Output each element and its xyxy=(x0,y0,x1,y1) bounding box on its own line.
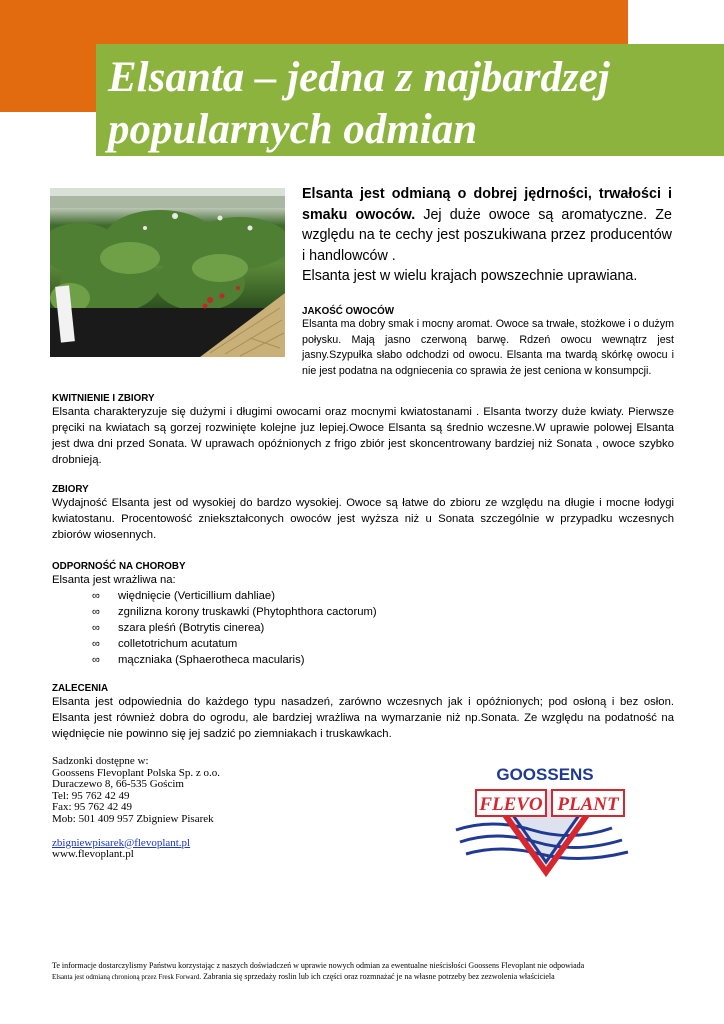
disease-heading: ODPORNOŚĆ NA CHOROBY xyxy=(52,561,186,572)
footer-line-1: Te informacje dostarczylismy Państwu korzystając z naszych doświadczeń w uprawie nowych odmian za ewentualne nieścisłości Goossens Flevoplant nie odpowiada xyxy=(52,961,585,970)
harvest-text: Wydajność Elsanta jest od wysokiej do bardzo wysokiej. Owoce są łatwe do zbioru ze względu na długie i mocne łodygi kwiatostanu. Procentowość zniekształconych owoców jest wyższa niż u Sonata szczególnie w przypadku wczesnych zbiorów wiosennych. xyxy=(52,497,674,541)
page-title xyxy=(108,52,718,156)
bullet-icon: ∞ xyxy=(92,654,100,666)
recommendation-text: Elsanta jest odpowiednia do każdego typu nasadzeń, zarówno wczesnych jak i opóźnionych; pod osłoną i bez osłon. Elsanta jest również dobra do ogrodu, ale bardziej wrażliwa na wymarzanie niż np.Sonata. Ze względu na podatność na więdnięcie nie powinno się jej sadzić po ziemniakach i truskawkach. xyxy=(52,696,674,740)
bullet-icon: ∞ xyxy=(92,590,100,602)
strawberry-field-photo xyxy=(50,188,285,357)
section-flowering xyxy=(52,393,674,468)
list-item: ∞ więdnięcie (Verticillium dahliae) xyxy=(92,590,275,602)
footer-line-2b: Zabrania się sprzedaży roslin lub ich części oraz rozmnażać je na własne potrzeby bez zezwolenia właściciela xyxy=(201,972,555,981)
footer-disclaimer xyxy=(52,960,692,983)
list-item: ∞ szara pleśń (Botrytis cinerea) xyxy=(92,622,265,634)
flowering-heading: KWITNIENIE I ZBIORY xyxy=(52,393,155,404)
contact-company: Goossens Flevoplant Polska Sp. z o.o. xyxy=(52,766,221,779)
intro-rest: Jej duże owoce są aromatyczne. Ze względu na te cechy jest poszukiwana przez producentów i handlowców . xyxy=(302,206,672,264)
logo-text-left: FLEVO xyxy=(479,794,543,815)
email-link[interactable]: zbigniewpisarek@flevoplant.pl xyxy=(52,836,191,849)
contact-fax: Fax: 95 762 42 49 xyxy=(52,801,133,814)
quality-text: Elsanta ma dobry smak i mocny aromat. Owoce sa trwałe, stożkowe i o dużym połysku. Mają jasno czerwoną barwę. Rdzeń owocu wewnątrz jest jasny.Szypułka słabo odchodzi od owocu. Elsanta ma twardą skórkę owocu i nie jest podatna na odgniecenia co sprawia że jest ceniona w konsumpcji. xyxy=(302,318,674,377)
intro-line-2: Elsanta jest w wielu krajach powszechnie uprawiana. xyxy=(302,268,638,284)
disease-intro: Elsanta jest wrażliwa na: xyxy=(52,574,176,586)
section-harvest xyxy=(52,484,674,543)
quality-heading: JAKOŚĆ OWOCÓW xyxy=(302,306,394,317)
contact-availability: Sadzonki dostępne w: xyxy=(52,755,149,767)
photo-illustration xyxy=(50,188,285,357)
list-item: ∞ mączniaka (Sphaerotheca macularis) xyxy=(92,654,305,666)
contact-address: Duraczewo 8, 66-535 Gościm xyxy=(52,778,184,791)
contact-mobile: Mob: 501 409 957 Zbigniew Pisarek xyxy=(52,812,214,825)
intro-text xyxy=(302,184,672,287)
logo-text-top: GOOSSENS xyxy=(496,765,594,784)
disease-list xyxy=(52,588,674,668)
intro-lead: Elsanta jest odmianą o dobrej jędrności, trwałości i smaku owoców. xyxy=(302,186,672,223)
section-disease xyxy=(52,561,674,668)
title-line-2: popularnych odmian xyxy=(108,106,478,153)
bullet-icon: ∞ xyxy=(92,622,100,634)
goossens-flevoplant-logo xyxy=(452,760,638,878)
footer-line-2a: Elsanta jest odmianą chronioną przez Fresk Forward. xyxy=(52,973,202,981)
recommendation-heading: ZALECENIA xyxy=(52,683,109,694)
bullet-icon: ∞ xyxy=(92,606,100,618)
contact-block xyxy=(52,756,352,861)
list-item: ∞ zgnilizna korony truskawki (Phytophthora cactorum) xyxy=(92,606,377,618)
bullet-icon: ∞ xyxy=(92,638,100,650)
website-link[interactable]: www.flevoplant.pl xyxy=(52,848,134,861)
flowering-text: Elsanta charakteryzuje się dużymi i długimi owocami oraz mocnymi kwiatostanami . Elsanta tworzy duże kwiaty. Pierwsze pręciki na kwiatach są gorzej rozwinięte kolejne juz lepiej.Owoce Elsanta są średnio wczesne.W uprawie polowej Elsanta jest dwa dni przed Sonata. W uprawach opóźnionych z frigo zbiór jest skoncentrowany bardziej niż Sonata , owoce szybko drobnieją. xyxy=(52,406,674,466)
harvest-heading: ZBIORY xyxy=(52,484,89,495)
section-quality xyxy=(302,306,674,379)
list-item: ∞ colletotrichum acutatum xyxy=(92,638,238,650)
contact-tel: Tel: 95 762 42 49 xyxy=(52,789,130,802)
logo-text-right: PLANT xyxy=(557,794,619,815)
section-recommendation xyxy=(52,683,674,742)
title-line-1: Elsanta – jedna z najbardzej xyxy=(108,54,610,101)
